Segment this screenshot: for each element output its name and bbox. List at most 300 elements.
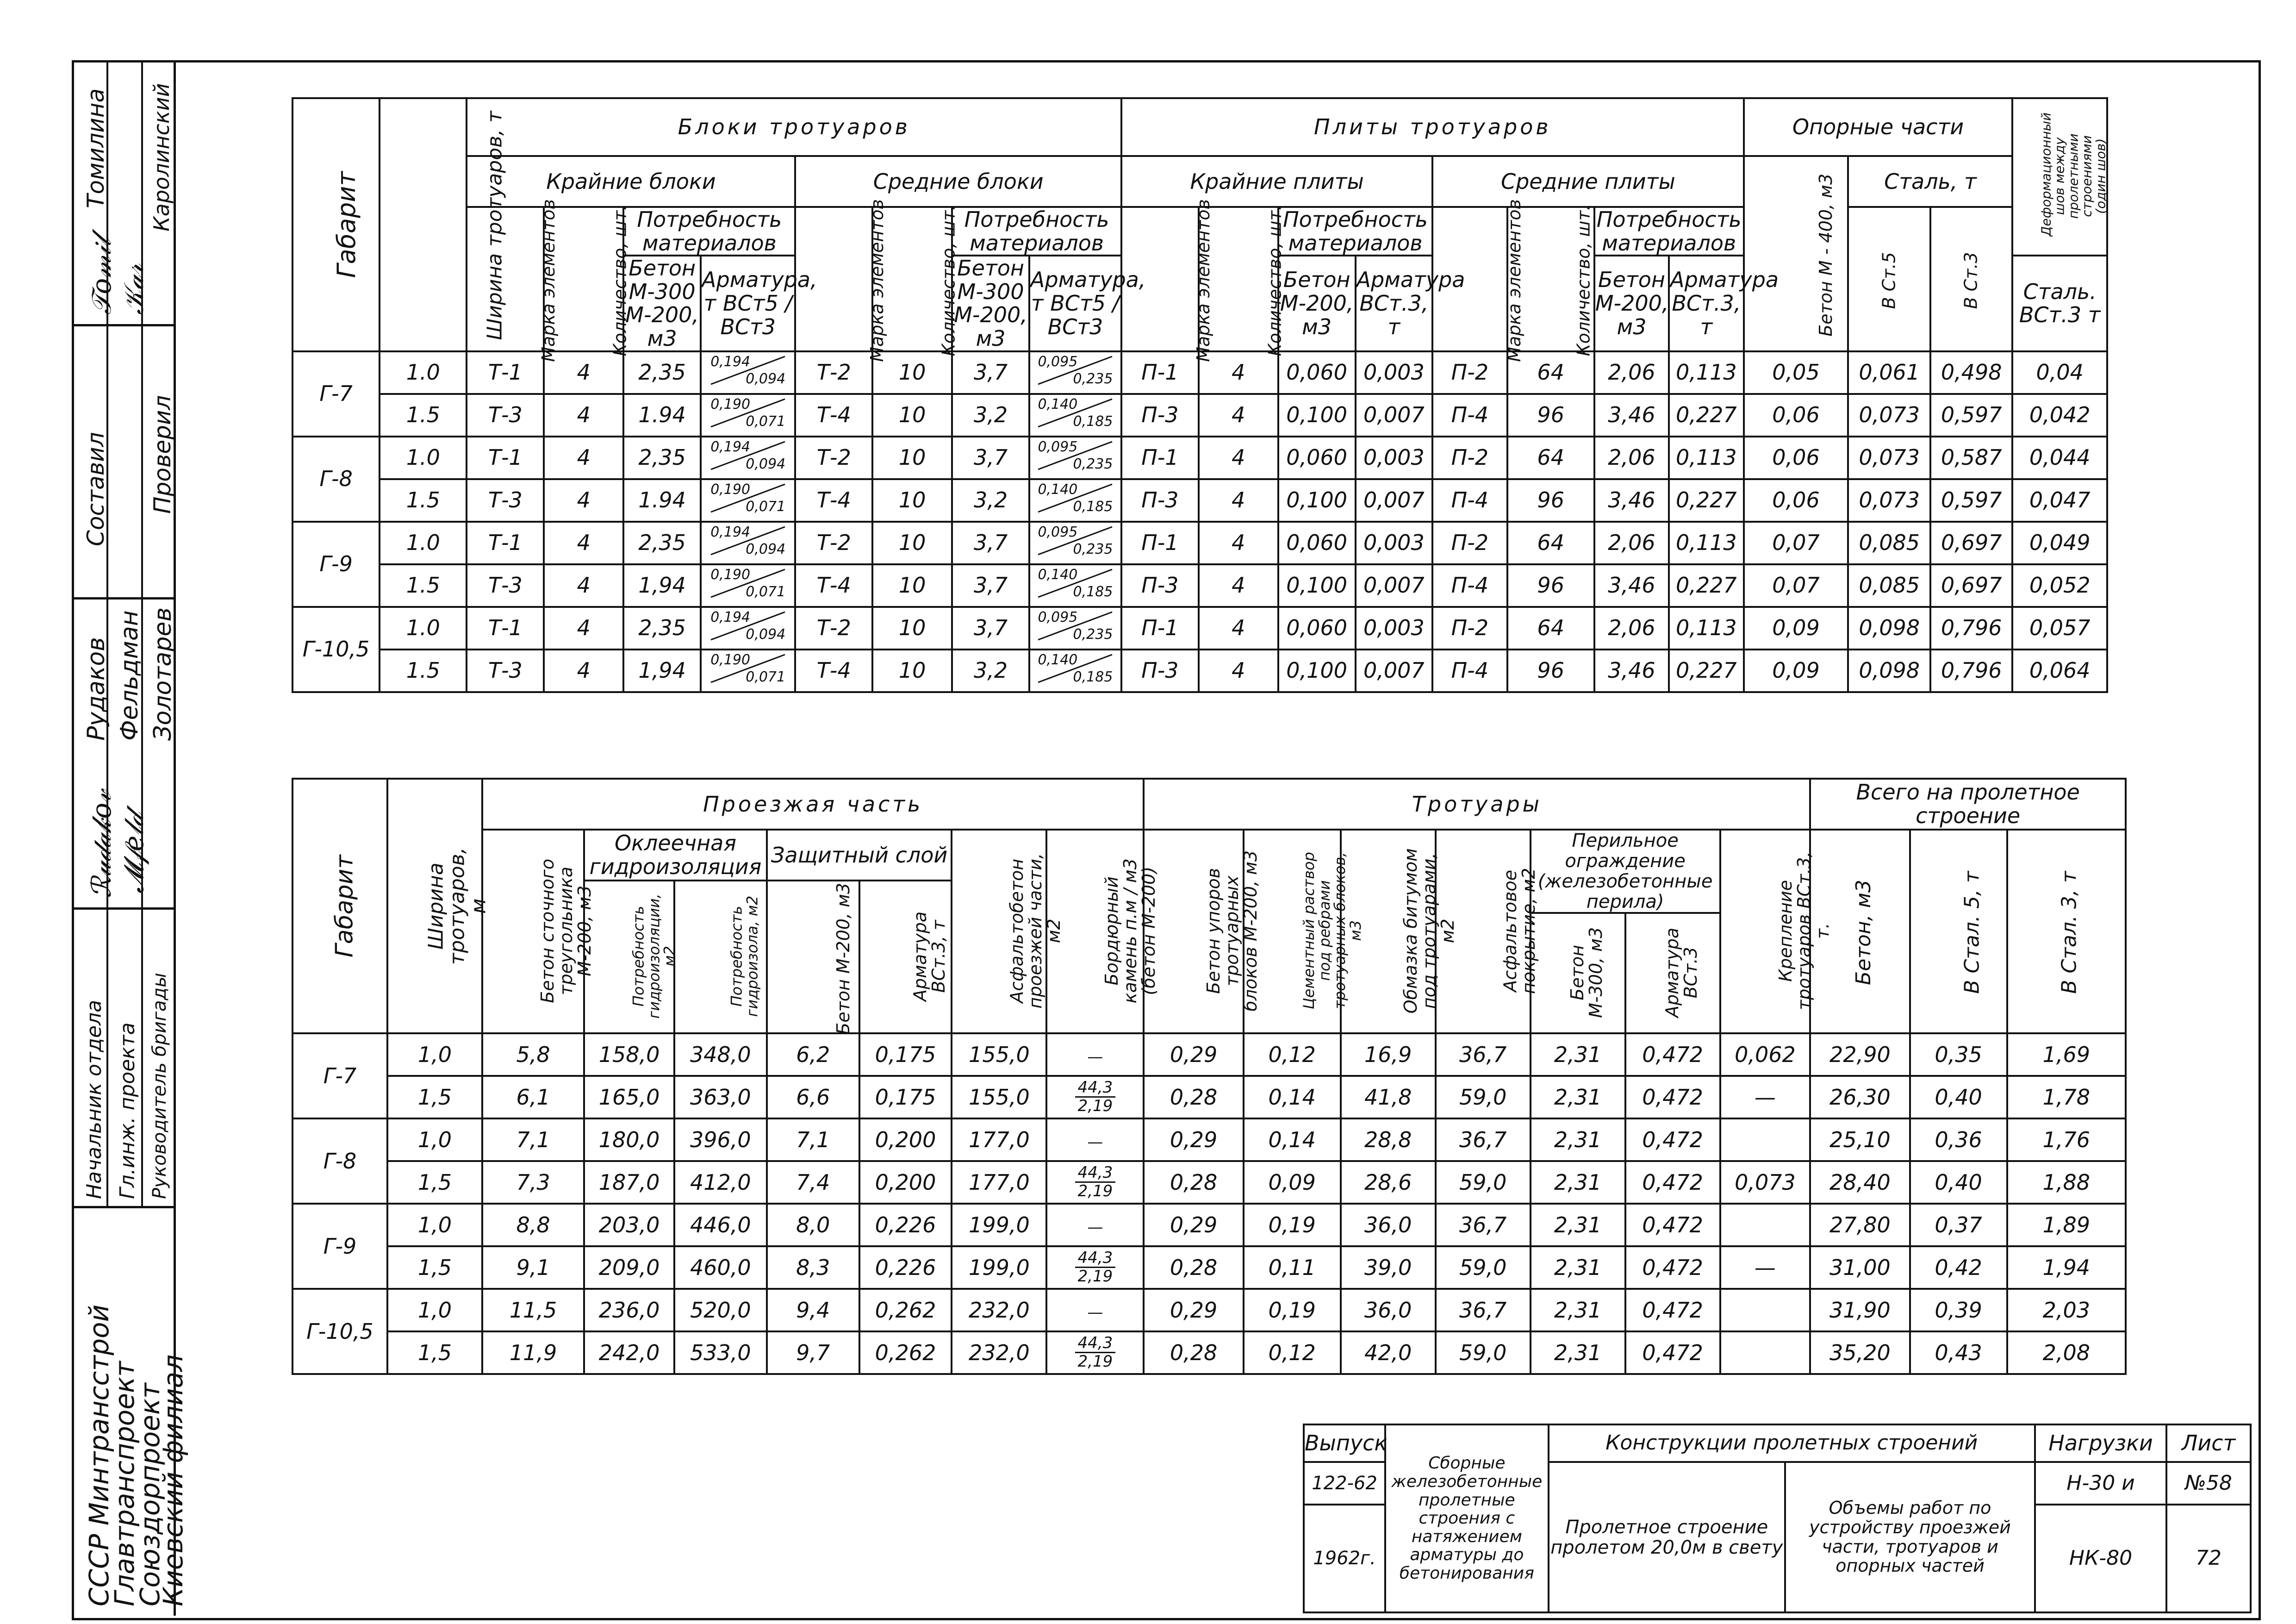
stamp-section: Конструкции пролетных строений (1549, 1424, 2035, 1462)
t1-mark-edge-block: Т-1 (467, 522, 544, 564)
t1-arm-edge-block (701, 437, 795, 479)
t1-qty-mid-plate: 64 (1507, 437, 1594, 479)
t2-hydro-need: 165,0 (584, 1076, 674, 1118)
t2-sub-protect: Защитный слой (767, 830, 952, 881)
t1-bearing-conc: 0,05 (1744, 351, 1848, 394)
t1-col-qty-2: Количество, шт. (938, 205, 959, 356)
t1-steel-st3: 0,498 (1930, 351, 2012, 394)
t1-qty-edge-plate: 4 (1199, 522, 1278, 564)
t1-conc-edge-plate: 0,100 (1278, 650, 1356, 692)
t1-arm-edge-block-bottom: 0,094 (746, 456, 786, 472)
t1-gabarit: Г-7 (292, 351, 380, 437)
t1-mark-edge-plate: П-3 (1121, 564, 1199, 607)
t2-curb-length: 44,3 (1075, 1164, 1116, 1183)
table-sidewalk-blocks (292, 97, 2108, 693)
t2-table-row (292, 1331, 2126, 1374)
t2-fixing: — (1720, 1246, 1811, 1289)
t2-curb-length: — (1087, 1047, 1103, 1066)
t1-mark-edge-block: Т-1 (467, 437, 544, 479)
t1-arm-mid-plate: 0,227 (1669, 564, 1743, 607)
t2-col-gabarit: Габарит (330, 855, 359, 957)
t1-conc-edge-block: 1,94 (623, 564, 701, 607)
t1-col-mark-1: Марка элементов (538, 199, 559, 362)
t1-qty-mid-block: 10 (872, 351, 952, 394)
t2-bitumen: 41,8 (1341, 1076, 1436, 1118)
t2-walk-conc: 0,28 (1144, 1331, 1243, 1374)
t1-arm-mid-block (1029, 564, 1121, 607)
t1-sub-edge-plates: Крайние плиты (1121, 156, 1432, 207)
t2-table-row (292, 1076, 2126, 1118)
stamp-sheet-no: №58 (2166, 1462, 2251, 1504)
t1-width: 1.0 (380, 607, 467, 650)
t2-fixing: 0,073 (1720, 1161, 1811, 1204)
t1-arm-edge-block-top: 0,190 (710, 651, 751, 668)
t2-asphalt: 199,0 (952, 1204, 1046, 1246)
t2-hydro-need: 209,0 (584, 1246, 674, 1289)
t1-mark-mid-block: Т-4 (795, 479, 872, 522)
t2-table-row (292, 1161, 2126, 1204)
t2-rail-conc: 2,31 (1531, 1161, 1625, 1204)
t2-bitumen: 36,0 (1341, 1289, 1436, 1331)
t2-curb-length: — (1087, 1218, 1103, 1237)
t2-walk-conc: 0,28 (1144, 1161, 1243, 1204)
t2-rail-conc: 2,31 (1531, 1331, 1625, 1374)
t2-conc: 11,5 (482, 1289, 584, 1331)
t2-rail-conc: 2,31 (1531, 1033, 1625, 1076)
t1-qty-mid-block: 10 (872, 522, 952, 564)
t2-walk-conc: 0,29 (1144, 1289, 1243, 1331)
t2-gabarit: Г-9 (292, 1204, 387, 1289)
t1-arm-mid-block-top: 0,140 (1038, 651, 1078, 668)
t2-hydro-need2: 396,0 (674, 1118, 767, 1161)
t1-sub-edge-blocks: Крайние блоки (467, 156, 795, 207)
t2-walk-asphalt: 36,7 (1436, 1289, 1531, 1331)
t2-curb-volume: 2,19 (1077, 1352, 1113, 1371)
t1-conc-mid-block: 3,7 (952, 564, 1029, 607)
t2-protect-arm: 0,175 (859, 1076, 952, 1118)
t1-qty-mid-plate: 64 (1507, 351, 1594, 394)
t1-arm-edge-block-bottom: 0,094 (746, 626, 786, 643)
t2-protect-arm: 0,200 (859, 1161, 952, 1204)
t2-width: 1,5 (387, 1076, 482, 1118)
t1-mark-mid-block: Т-4 (795, 650, 872, 692)
t2-conc: 6,1 (482, 1076, 584, 1118)
t2-curb-volume: 2,19 (1077, 1267, 1113, 1286)
t2-total-st5: 0,43 (1910, 1331, 2007, 1374)
t2-width: 1,5 (387, 1331, 482, 1374)
t1-steel-st3: 0,796 (1930, 650, 2012, 692)
t2-cement: 0,19 (1244, 1204, 1341, 1246)
t2-protect-arm: 0,262 (859, 1289, 952, 1331)
t2-curb (1046, 1076, 1144, 1118)
t1-arm-edge-block-top: 0,194 (710, 524, 751, 540)
t1-mark-edge-block: Т-1 (467, 607, 544, 650)
t1-bearing-conc: 0,09 (1744, 650, 1848, 692)
signature-feldman: 𝓜𝒻𝑒𝓁𝒹 (118, 813, 149, 893)
t1-arm-edge-block-top: 0,194 (710, 438, 751, 455)
name-rudakov: Рудаков (82, 637, 110, 741)
t1-width: 1.0 (380, 522, 467, 564)
t1-group-bearing: Опорные части (1744, 98, 2013, 156)
t1-mark-edge-plate: П-1 (1121, 351, 1199, 394)
t1-col-st5: В Ст.5 (1879, 252, 1899, 309)
t1-need-1: Потребность материалов (623, 207, 795, 256)
role-head-of-dept: Начальник отдела (82, 999, 106, 1199)
t2-total-st3: 1,94 (2007, 1246, 2126, 1289)
t1-qty-edge-plate: 4 (1199, 479, 1278, 522)
t2-col-conc: Бетон сточного треугольника М-200, м3 (537, 859, 595, 1004)
t2-walk-asphalt: 36,7 (1436, 1118, 1531, 1161)
t1-col-conc300-2: Бетон М-300 М-200, м3 (952, 256, 1029, 351)
t1-arm-mid-block (1029, 394, 1121, 437)
t1-mark-mid-block: Т-2 (795, 351, 872, 394)
t1-qty-edge-block: 4 (544, 607, 623, 650)
t1-steel-st5: 0,098 (1848, 607, 1930, 650)
t2-asphalt: 177,0 (952, 1118, 1046, 1161)
t2-asphalt: 232,0 (952, 1331, 1046, 1374)
t1-steel-st5: 0,098 (1848, 650, 1930, 692)
t1-conc-edge-block: 2,35 (623, 437, 701, 479)
t1-arm-mid-block-bottom: 0,185 (1073, 668, 1113, 685)
t2-walk-conc: 0,28 (1144, 1076, 1243, 1118)
t2-protect-conc: 9,4 (767, 1289, 859, 1331)
t2-table-row (292, 1033, 2126, 1076)
t2-protect-conc: 7,4 (767, 1161, 859, 1204)
t1-conc-edge-block: 2,35 (623, 607, 701, 650)
t1-arm-edge-block-top: 0,190 (710, 566, 751, 583)
t2-walk-conc: 0,29 (1144, 1033, 1243, 1076)
t2-rail-arm: 0,472 (1625, 1076, 1720, 1118)
t2-curb-length: — (1087, 1303, 1103, 1322)
t2-conc: 7,3 (482, 1161, 584, 1204)
t1-arm-mid-block-bottom: 0,235 (1073, 626, 1113, 643)
t1-qty-mid-plate: 96 (1507, 479, 1594, 522)
t1-arm-edge-block (701, 479, 795, 522)
t1-conc-edge-block: 2,35 (623, 351, 701, 394)
org-line-3: Союздорпроект (134, 1383, 166, 1606)
t2-width: 1,5 (387, 1161, 482, 1204)
t2-protect-conc: 8,0 (767, 1204, 859, 1246)
t2-total-conc: 25,10 (1810, 1118, 1910, 1161)
t1-mark-edge-plate: П-3 (1121, 650, 1199, 692)
t1-conc-mid-block: 3,7 (952, 607, 1029, 650)
stamp-year: 1962г. (1304, 1505, 1385, 1612)
t2-protect-arm: 0,226 (859, 1204, 952, 1246)
t1-col-mark-4: Марка элементов (1504, 199, 1525, 362)
t1-mark-edge-plate: П-3 (1121, 479, 1199, 522)
t1-qty-edge-plate: 4 (1199, 351, 1278, 394)
t2-gabarit: Г-10,5 (292, 1289, 387, 1374)
org-line-1: СССР Минтрансстрой (83, 1304, 115, 1606)
t2-fixing (1720, 1289, 1811, 1331)
t1-conc-mid-block: 3,2 (952, 394, 1029, 437)
t1-steel-st3: 0,587 (1930, 437, 2012, 479)
t2-cement: 0,19 (1244, 1289, 1341, 1331)
t2-col-curb: Бордюрный камень п.м / м3 (бетон М-200) (1101, 858, 1159, 1004)
t2-hydro-need2: 348,0 (674, 1033, 767, 1076)
t2-total-st3: 1,76 (2007, 1118, 2126, 1161)
t2-bitumen: 42,0 (1341, 1331, 1436, 1374)
t1-need-3: Потребность материалов (1278, 207, 1432, 256)
t1-mark-mid-plate: П-4 (1432, 650, 1507, 692)
t1-conc-edge-plate: 0,100 (1278, 564, 1356, 607)
t1-arm-mid-plate: 0,227 (1669, 479, 1743, 522)
t1-width: 1.5 (380, 394, 467, 437)
t2-asphalt: 232,0 (952, 1289, 1046, 1331)
t1-qty-edge-block: 4 (544, 479, 623, 522)
t2-width: 1,0 (387, 1204, 482, 1246)
t1-arm-edge-plate: 0,003 (1356, 437, 1433, 479)
t1-arm-edge-block (701, 394, 795, 437)
t1-qty-mid-block: 10 (872, 607, 952, 650)
t2-hydro-need2: 533,0 (674, 1331, 767, 1374)
t1-conc-edge-plate: 0,060 (1278, 522, 1356, 564)
t1-arm-edge-plate: 0,003 (1356, 522, 1433, 564)
label-made-by: Составил (82, 432, 109, 546)
t1-mark-mid-plate: П-4 (1432, 479, 1507, 522)
t2-hydro-need2: 412,0 (674, 1161, 767, 1204)
t1-arm-mid-block (1029, 479, 1121, 522)
t2-total-st3: 1,88 (2007, 1161, 2126, 1204)
t1-arm-edge-block-top: 0,194 (710, 353, 751, 370)
stamp-page: 72 (2166, 1505, 2251, 1612)
title-stamp (1303, 1424, 2252, 1613)
t1-qty-edge-plate: 4 (1199, 607, 1278, 650)
t1-qty-edge-plate: 4 (1199, 394, 1278, 437)
t2-rail-arm: 0,472 (1625, 1118, 1720, 1161)
t2-col-tconc: Бетон, м3 (1852, 879, 1876, 985)
t2-col-width: Ширина тротуаров, м (424, 847, 491, 965)
t2-fixing (1720, 1331, 1811, 1374)
t1-arm-edge-block (701, 607, 795, 650)
t1-col-st3: В Ст.3 (1960, 252, 1981, 309)
t1-deform-steel: 0,04 (2012, 351, 2107, 394)
t2-conc: 7,1 (482, 1118, 584, 1161)
t1-group-plates: Плиты тротуаров (1121, 98, 1744, 156)
t1-col-gabarit: Габарит (331, 171, 361, 278)
t1-group-blocks: Блоки тротуаров (467, 98, 1121, 156)
stamp-series: Сборные железобетонные пролетные строения с натяжением арматуры до бетонирования (1385, 1424, 1548, 1612)
t2-hydro-need2: 446,0 (674, 1204, 767, 1246)
t1-mark-mid-plate: П-2 (1432, 522, 1507, 564)
t2-bitumen: 36,0 (1341, 1204, 1436, 1246)
t1-qty-edge-block: 4 (544, 564, 623, 607)
t2-hydro-need: 203,0 (584, 1204, 674, 1246)
t1-bearing-conc: 0,06 (1744, 437, 1848, 479)
t1-mark-edge-block: Т-3 (467, 394, 544, 437)
t2-rail-arm: 0,472 (1625, 1246, 1720, 1289)
t1-arm-edge-block-bottom: 0,071 (746, 668, 786, 685)
t1-conc-mid-block: 3,2 (952, 479, 1029, 522)
t1-steel-st5: 0,061 (1848, 351, 1930, 394)
t2-rail-arm: 0,472 (1625, 1289, 1720, 1331)
t2-gabarit: Г-7 (292, 1033, 387, 1118)
stamp-load-1: Н-30 и (2035, 1462, 2166, 1504)
label-checked-by: Проверил (149, 395, 176, 514)
t1-col-qty-1: Количество, шт. (610, 205, 630, 356)
t2-total-conc: 31,00 (1810, 1246, 1910, 1289)
t1-conc-edge-block: 1.94 (623, 394, 701, 437)
t1-col-arm3-3: Арматура ВСт.3, т (1356, 256, 1433, 351)
t1-sub-mid-plates: Средние плиты (1432, 156, 1743, 207)
t1-arm-edge-block-top: 0,190 (710, 396, 751, 412)
t2-cement: 0,09 (1244, 1161, 1341, 1204)
t2-walk-asphalt: 59,0 (1436, 1161, 1531, 1204)
t1-mark-mid-block: Т-2 (795, 607, 872, 650)
t1-arm-mid-plate: 0,113 (1669, 351, 1743, 394)
t1-arm-mid-block-bottom: 0,185 (1073, 413, 1113, 430)
t1-qty-edge-plate: 4 (1199, 564, 1278, 607)
t1-col-qty-4: Количество, шт. (1573, 205, 1594, 356)
t1-deform-steel: 0,057 (2012, 607, 2107, 650)
t1-arm-mid-block (1029, 437, 1121, 479)
t1-deform-steel: 0,049 (2012, 522, 2107, 564)
t1-arm-mid-block (1029, 522, 1121, 564)
t1-mark-mid-plate: П-2 (1432, 607, 1507, 650)
t1-mark-mid-plate: П-2 (1432, 351, 1507, 394)
role-chief-engineer: Гл.инж. проекта (116, 1022, 139, 1199)
stamp-sheet-label: Лист (2166, 1424, 2251, 1462)
t1-arm-edge-plate: 0,007 (1356, 394, 1433, 437)
t1-conc-mid-plate: 2,06 (1594, 437, 1669, 479)
t2-col-wconc: Бетон упоров тротуарных блоков М-200, м3 (1203, 850, 1261, 1012)
t2-table-row (292, 1246, 2126, 1289)
t1-arm-mid-block (1029, 607, 1121, 650)
t2-cement: 0,14 (1244, 1076, 1341, 1118)
t2-col-bit: Обмазка битумом под тротуарами, м2 (1400, 848, 1458, 1014)
t1-conc-mid-plate: 3,46 (1594, 479, 1669, 522)
t2-total-conc: 26,30 (1810, 1076, 1910, 1118)
t2-protect-arm: 0,175 (859, 1033, 952, 1076)
t1-arm-edge-block (701, 351, 795, 394)
t2-total-conc: 27,80 (1810, 1204, 1910, 1246)
t2-walk-conc: 0,29 (1144, 1204, 1243, 1246)
t1-qty-edge-block: 4 (544, 437, 623, 479)
t1-conc-mid-plate: 3,46 (1594, 394, 1669, 437)
t2-total-st5: 0,40 (1910, 1076, 2007, 1118)
t1-arm-mid-plate: 0,113 (1669, 607, 1743, 650)
t1-arm-mid-block-bottom: 0,185 (1073, 583, 1113, 600)
t2-width: 1,5 (387, 1246, 482, 1289)
t1-gabarit: Г-9 (292, 522, 380, 607)
org-line-4: Киевский филиал (157, 1354, 189, 1606)
t1-conc-edge-plate: 0,060 (1278, 351, 1356, 394)
t2-protect-arm: 0,200 (859, 1118, 952, 1161)
t2-cement: 0,14 (1244, 1118, 1341, 1161)
t1-sub-steel: Сталь, т (1848, 156, 2012, 207)
t2-asphalt: 155,0 (952, 1076, 1046, 1118)
t1-qty-mid-plate: 96 (1507, 564, 1594, 607)
t1-conc-mid-plate: 2,06 (1594, 351, 1669, 394)
table-roadway-sidewalks (292, 778, 2127, 1375)
t2-curb-length: 44,3 (1075, 1249, 1116, 1268)
t2-total-conc: 28,40 (1810, 1161, 1910, 1204)
t2-width: 1,0 (387, 1289, 482, 1331)
t2-total-st5: 0,35 (1910, 1033, 2007, 1076)
t2-curb (1046, 1331, 1144, 1374)
t2-group-road: Проезжая часть (482, 779, 1144, 830)
t1-qty-mid-block: 10 (872, 479, 952, 522)
t2-curb (1046, 1161, 1144, 1204)
t1-qty-edge-block: 4 (544, 522, 623, 564)
t1-qty-mid-plate: 96 (1507, 394, 1594, 437)
t1-arm-edge-plate: 0,007 (1356, 564, 1433, 607)
t1-arm-edge-block (701, 564, 795, 607)
t1-table-row (292, 479, 2107, 522)
t2-col-cem: Цементный раствор под ребрами тротуарных блоков, м3 (1300, 852, 1364, 1010)
t1-arm-edge-block-top: 0,190 (710, 481, 751, 498)
t1-mark-edge-plate: П-1 (1121, 607, 1199, 650)
t2-table-row (292, 1118, 2126, 1161)
t2-rail-arm: 0,472 (1625, 1033, 1720, 1076)
t1-arm-edge-block-bottom: 0,071 (746, 413, 786, 430)
t1-arm-edge-block-bottom: 0,094 (746, 541, 786, 557)
t1-qty-mid-block: 10 (872, 650, 952, 692)
t2-hydro-need: 158,0 (584, 1033, 674, 1076)
t1-bearing-conc: 0,07 (1744, 564, 1848, 607)
t2-fixing: 0,062 (1720, 1033, 1811, 1076)
t1-arm-edge-plate: 0,003 (1356, 351, 1433, 394)
stamp-load-2: НК-80 (2035, 1505, 2166, 1612)
name-feldman: Фельдман (116, 610, 143, 741)
t1-arm-mid-block-top: 0,140 (1038, 566, 1078, 583)
t1-steel-st5: 0,073 (1848, 479, 1930, 522)
t2-curb-length: — (1087, 1132, 1103, 1151)
t1-col-arm3-4: Арматура ВСт.3, т (1669, 256, 1743, 351)
t2-col-fix: Крепление тротуаров ВСт.3, т. (1775, 851, 1833, 1011)
t2-curb (1046, 1204, 1144, 1246)
t1-steel-st5: 0,085 (1848, 522, 1930, 564)
t2-col-pconc: Бетон М-200, м3 (833, 882, 853, 1035)
t1-steel-st3: 0,697 (1930, 564, 2012, 607)
t1-conc-edge-plate: 0,100 (1278, 394, 1356, 437)
t1-mark-edge-plate: П-1 (1121, 437, 1199, 479)
t1-arm-edge-block (701, 650, 795, 692)
t1-arm-mid-plate: 0,227 (1669, 394, 1743, 437)
t2-total-conc: 22,90 (1810, 1033, 1910, 1076)
t2-hydro-need: 236,0 (584, 1289, 674, 1331)
t1-width: 1.5 (380, 650, 467, 692)
t2-protect-conc: 8,3 (767, 1246, 859, 1289)
t2-total-st3: 1,69 (2007, 1033, 2126, 1076)
t1-conc-mid-block: 3,2 (952, 650, 1029, 692)
t1-bearing-conc: 0,09 (1744, 607, 1848, 650)
t1-qty-mid-block: 10 (872, 564, 952, 607)
t2-rail-conc: 2,31 (1531, 1289, 1625, 1331)
t2-protect-conc: 7,1 (767, 1118, 859, 1161)
t2-conc: 8,8 (482, 1204, 584, 1246)
t1-table-row (292, 394, 2107, 437)
t1-width: 1.5 (380, 479, 467, 522)
t2-bitumen: 28,8 (1341, 1118, 1436, 1161)
t1-arm-mid-block-top: 0,095 (1038, 524, 1078, 540)
stamp-issue-label: Выпуск (1304, 1424, 1385, 1462)
t2-table-row (292, 1204, 2126, 1246)
stamp-object: Пролетное строение пролетом 20,0м в свету (1549, 1462, 1785, 1612)
t1-arm-mid-block-top: 0,095 (1038, 438, 1078, 455)
t2-col-asph: Асфальтобетон проезжей части, м2 (1007, 853, 1064, 1009)
t2-walk-conc: 0,29 (1144, 1118, 1243, 1161)
t2-col-wasph: Асфальтовое покрытие, м2 (1500, 868, 1539, 994)
t1-arm-mid-block (1029, 351, 1121, 394)
t1-need-2: Потребность материалов (952, 207, 1121, 256)
t2-walk-asphalt: 59,0 (1436, 1331, 1531, 1374)
stamp-loads-label: Нагрузки (2035, 1424, 2166, 1462)
t1-arm-edge-block-bottom: 0,094 (746, 370, 786, 387)
t2-curb-volume: 2,19 (1077, 1096, 1113, 1115)
t1-table-row (292, 437, 2107, 479)
t2-protect-conc: 6,6 (767, 1076, 859, 1118)
